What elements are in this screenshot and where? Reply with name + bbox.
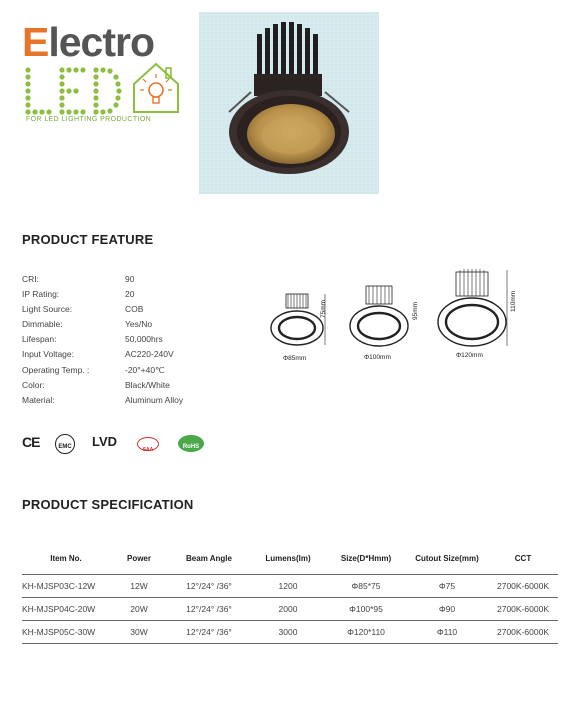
- feature-row: [22, 332, 242, 347]
- rohs-label: RoHS: [182, 444, 200, 450]
- spec-header-cell: Size(D*Hmm): [340, 553, 392, 563]
- feature-label: Material:: [22, 394, 55, 405]
- spec-cell: 2700K-6000K: [488, 598, 558, 621]
- brand-logo-text: [22, 19, 155, 65]
- feature-row: [22, 347, 242, 362]
- spec-cell: KH-MJSP04C-20W: [22, 598, 110, 621]
- feature-row: [22, 302, 242, 317]
- spec-cell: Φ75: [406, 575, 488, 598]
- saa-badge: [137, 437, 159, 451]
- saa-label: SAA: [142, 447, 154, 453]
- feature-row: [22, 317, 242, 332]
- feature-row: [22, 363, 242, 378]
- spec-cell: 2000: [250, 598, 326, 621]
- table-row: [22, 575, 558, 598]
- spec-cell: 1200: [250, 575, 326, 598]
- feature-value: Yes/No: [125, 319, 153, 330]
- product-photo: [199, 12, 379, 194]
- feature-value: COB: [125, 304, 144, 315]
- feature-section-title: PRODUCT FEATURE: [22, 232, 154, 247]
- feature-value: Black/White: [125, 379, 170, 390]
- spec-table: [22, 542, 558, 644]
- spec-cell: 12W: [110, 575, 168, 598]
- brand-tagline: FOR LED LIGHTING PRODUCTION: [26, 116, 152, 123]
- feature-row: [22, 378, 242, 393]
- feature-value: AC220-240V: [125, 349, 174, 360]
- feature-label: Light Source:: [22, 304, 73, 315]
- spec-cell: 12°/24° /36°: [168, 575, 250, 598]
- spec-cell: KH-MJSP03C-12W: [22, 575, 110, 598]
- feature-label: CRI:: [22, 274, 39, 284]
- feature-list: [22, 272, 242, 408]
- spec-cell: 12°/24° /36°: [168, 621, 250, 644]
- spec-cell: 2700K-6000K: [488, 621, 558, 644]
- spec-section-title: PRODUCT SPECIFICATION: [22, 497, 194, 512]
- dimension-diameter: Φ120mm: [456, 352, 483, 359]
- spec-cell: 30W: [110, 621, 168, 644]
- spec-cell: 2700K-6000K: [488, 575, 558, 598]
- emc-label: EMC: [58, 444, 72, 450]
- dimension-drawing-medium: [346, 282, 414, 357]
- spec-cell: 3000: [250, 621, 326, 644]
- feature-value: Aluminum Alloy: [125, 394, 184, 405]
- dimension-diameter: Φ85mm: [283, 355, 307, 362]
- feature-value: -20°+40℃: [125, 364, 165, 375]
- table-row: [22, 598, 558, 621]
- spec-cell: Φ100*95: [326, 598, 406, 621]
- rohs-badge: [178, 435, 204, 452]
- feature-row: [22, 393, 242, 408]
- spec-cell: Φ110: [406, 621, 488, 644]
- feature-label: IP Rating:: [22, 289, 60, 300]
- emc-badge: [55, 434, 75, 454]
- feature-row: [22, 272, 242, 287]
- spec-header-cell: Lumens(lm): [265, 553, 311, 563]
- feature-value: 90: [125, 274, 135, 284]
- house-bulb-icon: [130, 60, 182, 121]
- feature-label: Color:: [22, 379, 45, 390]
- feature-label: Dimmable:: [22, 319, 63, 330]
- feature-value: 20: [125, 289, 135, 300]
- dimension-diameter: Φ100mm: [364, 354, 391, 361]
- spec-header-cell: Cutout Size(mm): [415, 553, 479, 563]
- ce-mark: CE: [22, 434, 40, 450]
- feature-label: Operating Temp. :: [22, 364, 90, 375]
- dimension-height: 95mm: [412, 301, 419, 320]
- feature-value: 50,000hrs: [125, 334, 163, 345]
- led-dotted-logo: [24, 66, 134, 121]
- spec-header-cell: Beam Angle: [186, 553, 232, 563]
- spec-cell: Φ120*110: [326, 621, 406, 644]
- feature-label: Lifespan:: [22, 334, 57, 345]
- spec-header-cell: CCT: [514, 553, 532, 563]
- spec-cell: Φ85*75: [326, 575, 406, 598]
- spec-header-cell: Item No.: [50, 553, 82, 563]
- lvd-mark: LVD: [92, 434, 118, 449]
- spec-header-row: [22, 542, 558, 575]
- spec-header-cell: Power: [126, 553, 151, 563]
- spec-cell: 20W: [110, 598, 168, 621]
- spec-cell: KH-MJSP05C-30W: [22, 621, 110, 644]
- brand-initial: E: [22, 19, 49, 65]
- spec-cell: 12°/24° /36°: [168, 598, 250, 621]
- feature-label: Input Voltage:: [22, 349, 74, 360]
- dimension-drawing-large: [434, 266, 510, 359]
- brand-name-rest: lectro: [48, 19, 155, 65]
- table-row: [22, 621, 558, 644]
- dimension-height: 75mm: [320, 299, 327, 318]
- dimension-height: 110mm: [510, 290, 517, 312]
- feature-row: [22, 287, 242, 302]
- spec-cell: Φ90: [406, 598, 488, 621]
